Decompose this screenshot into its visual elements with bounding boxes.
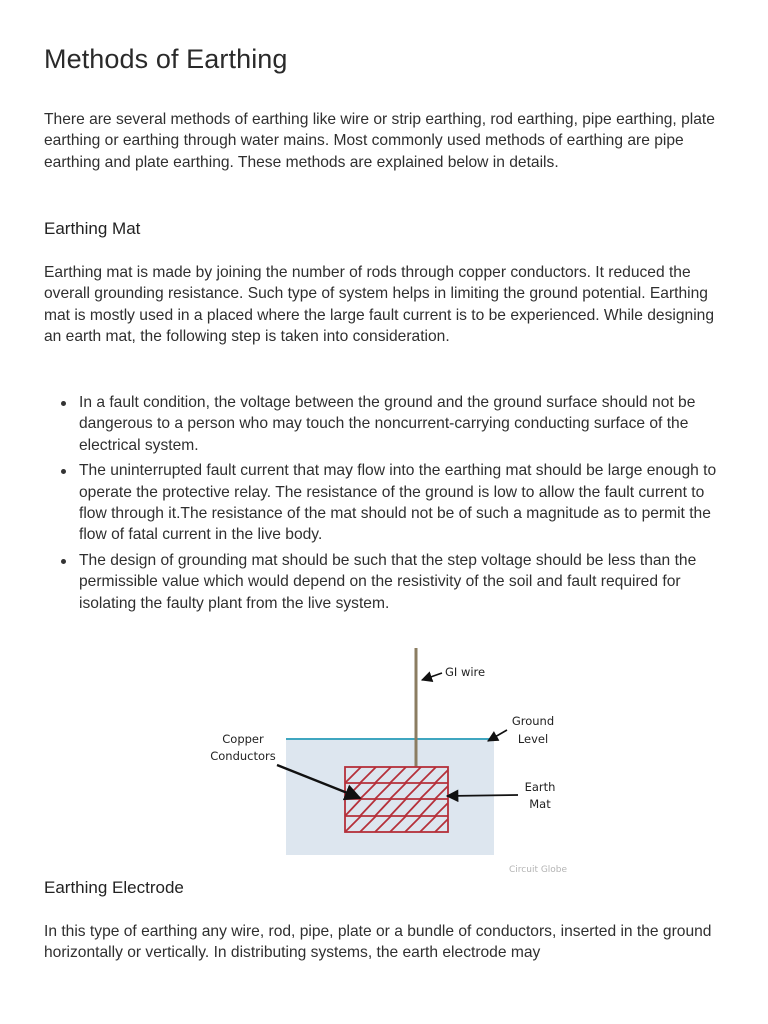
earthing-mat-bullet-list [44, 392, 734, 618]
earthing-mat-heading: Earthing Mat [44, 219, 141, 238]
list-item: In a fault condition, the voltage between the ground and the ground surface should not be dangerous to a person who may touch the noncurrent-carrying conducting surface of the electrical system. [44, 392, 734, 456]
earthing-mat-paragraph: Earthing mat is made by joining the number of rods through copper conductors. It reduced the overall grounding resistance. Such type of system helps in limiting the ground potential. Earthing mat is mostly used in a placed where the large fault current is to be experienced. While designing an earth mat, the following step is taken into consideration. [44, 264, 715, 346]
earthing-electrode-heading: Earthing Electrode [44, 878, 184, 897]
page-title: Methods of Earthing [44, 44, 288, 74]
list-item: The uninterrupted fault current that may flow into the earthing mat should be large enough to operate the protective relay. The resistance of the ground is low to allow the fault current to flow through it.The resistance of the mat should not be of such a magnitude as to permit the flow of fatal current in the live body. [44, 460, 734, 545]
earthing-mat-diagram [200, 640, 580, 880]
earthing-electrode-paragraph: In this type of earthing any wire, rod, pipe, plate or a bundle of conductors, inserted in the ground horizontally or vertically. In distributing systems, the earth electrode may [44, 923, 712, 962]
ground-level-arrow [488, 730, 507, 741]
mat-label: Mat [529, 797, 551, 811]
intro-paragraph: There are several methods of earthing like wire or strip earthing, rod earthing, pipe earthing, plate earthing or earthing through water mains. Most commonly used methods of earthing are pipe earthing and plate earthing. These methods are explained below in details. [44, 111, 715, 171]
earth-mat-arrow [447, 795, 518, 796]
level-label: Level [517, 732, 549, 746]
earth-label: Earth [524, 780, 556, 794]
credit-watermark: Circuit Globe [509, 865, 568, 875]
copper-label: Copper [222, 732, 264, 746]
conductors-label: Conductors [210, 749, 276, 763]
gi-wire-arrow [422, 673, 442, 680]
gi-wire-label: GI wire [445, 665, 486, 679]
ground-label: Ground [511, 714, 555, 728]
soil-area [286, 739, 494, 855]
list-item: The design of grounding mat should be such that the step voltage should be less than the permissible value which would depend on the resistivity of the soil and fault required for isolating the faulty plant from the live system. [44, 550, 734, 614]
